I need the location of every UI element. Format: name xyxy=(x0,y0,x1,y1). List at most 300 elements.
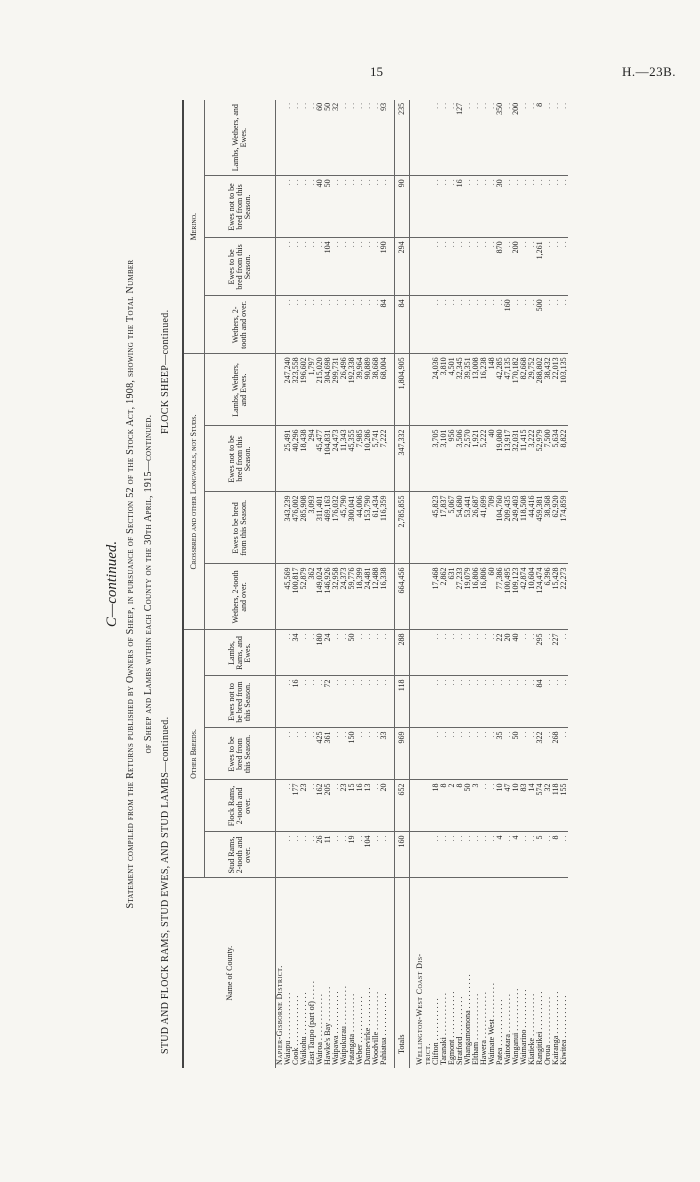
table-cell: 53,441 xyxy=(464,492,472,564)
table-cell: . . xyxy=(528,630,536,676)
table-cell: . . xyxy=(292,238,300,296)
table-cell: . . xyxy=(300,296,308,354)
table-cell: 235 xyxy=(395,100,410,176)
table-cell: 60 xyxy=(315,102,324,111)
table-cell: 205 xyxy=(324,780,332,832)
county-name: Waipawa . . . . . . . . . . . xyxy=(332,878,340,1068)
table-cell: . . xyxy=(284,728,292,780)
table-cell: . . xyxy=(432,176,440,238)
table-cell: . . xyxy=(504,728,512,780)
table-cell: 32,345 xyxy=(456,354,464,426)
table-cell: 38,432 xyxy=(544,354,552,426)
county-name: Waipukurau . . . . . . . . . . xyxy=(340,878,348,1068)
table-cell: . . xyxy=(472,296,480,354)
table-cell: 190 xyxy=(380,238,388,296)
col-header-lambs-merino: Lambs, Wethers, and Ewes. xyxy=(205,100,276,176)
table-cell: 3,222 xyxy=(528,426,536,492)
table-cell: . . xyxy=(300,728,308,780)
table-cell: 10,286 xyxy=(364,426,372,492)
subtitle-flock-sheep: FLOCK SHEEP—continued. xyxy=(160,309,171,434)
table-cell: 10 xyxy=(512,780,520,832)
table-cell: 116,359 xyxy=(380,492,388,564)
table-cell: 104 xyxy=(364,832,372,878)
table-cell: 104 xyxy=(324,238,332,296)
table-cell: 574 xyxy=(536,780,544,832)
table-cell: . . xyxy=(372,238,380,296)
table-cell: . . xyxy=(308,176,316,238)
table-cell: 4 xyxy=(512,832,520,878)
table-cell: 12,488 xyxy=(372,564,380,630)
table-cell: . . xyxy=(519,102,528,109)
table-cell: 50 xyxy=(324,176,332,238)
table-cell: . . xyxy=(332,676,340,728)
table-cell: . . xyxy=(487,102,496,109)
table-cell: 26,687 xyxy=(472,492,480,564)
table-cell: . . xyxy=(332,780,340,832)
table-cell: . . xyxy=(300,238,308,296)
table-cell: 45,790 xyxy=(340,492,348,564)
statement-line-2: of Sheep and Lambs within each County on the 30th April, 1915—continued. xyxy=(143,414,154,754)
table-cell: . . xyxy=(356,238,364,296)
table-cell: . . xyxy=(552,176,560,238)
table-cell: . . xyxy=(480,832,488,878)
table-cell: . . xyxy=(431,102,440,109)
col-header-ewes-bred: Ewes to be bred from this Season. xyxy=(205,728,276,780)
table-cell: . . xyxy=(348,676,356,728)
table-cell: . . xyxy=(432,832,440,878)
table-cell: 8,822 xyxy=(560,426,568,492)
table-cell: . . xyxy=(472,832,480,878)
table-cell: 25,491 xyxy=(284,426,292,492)
table-cell: 41,699 xyxy=(480,492,488,564)
table-cell: 14 xyxy=(528,780,536,832)
county-name: Patangata . . . . . . . . . . xyxy=(348,878,356,1068)
document-code: H.—23B. xyxy=(621,64,676,79)
table-cell: . . xyxy=(488,832,496,878)
county-name: Hawke's Bay . . . . . . . . . xyxy=(324,878,332,1068)
table-cell: 124,474 xyxy=(536,564,544,630)
table-cell: 323,558 xyxy=(292,354,300,426)
table-cell: 227 xyxy=(552,630,560,676)
table-cell: 19,079 xyxy=(464,564,472,630)
table-cell: 7,222 xyxy=(380,426,388,492)
table-cell: 3,705 xyxy=(432,426,440,492)
table-cell: 90 xyxy=(395,176,410,238)
table-cell: . . xyxy=(372,676,380,728)
table-cell: . . xyxy=(347,102,356,109)
table-cell: . . xyxy=(504,176,512,238)
table-cell: . . xyxy=(372,296,380,354)
table-cell: . . xyxy=(488,728,496,780)
table-cell: . . xyxy=(448,676,456,728)
table-cell: 93 xyxy=(379,102,388,111)
table-cell: . . xyxy=(456,832,464,878)
table-cell: . . xyxy=(472,238,480,296)
county-name: Taranaki . . . . . . . . . . . xyxy=(440,878,448,1068)
table-cell: 4,501 xyxy=(448,354,456,426)
table-cell: 52,879 xyxy=(300,564,308,630)
section-row xyxy=(416,100,424,1068)
table-cell: 24,373 xyxy=(340,564,348,630)
table-cell: 148 xyxy=(488,354,496,426)
table-cell: 24,473 xyxy=(332,426,340,492)
table-cell: 268 xyxy=(552,728,560,780)
table-cell: . . xyxy=(503,102,512,109)
table-cell: 20 xyxy=(504,630,512,676)
table-cell: . . xyxy=(488,238,496,296)
table-row xyxy=(380,100,388,1068)
table-cell: 15 xyxy=(348,780,356,832)
table-cell: 295 xyxy=(536,630,544,676)
table-cell: . . xyxy=(363,102,372,109)
county-name: Patea . . . . . . . . . . . . xyxy=(496,878,504,1068)
table-cell: 8 xyxy=(535,102,544,107)
table-cell: 44,006 xyxy=(356,492,364,564)
table-cell: . . xyxy=(371,102,380,109)
table-cell: . . xyxy=(472,728,480,780)
table-cell: 176,032 xyxy=(332,492,340,564)
table-cell: 52,979 xyxy=(536,426,544,492)
table-cell: 288,802 xyxy=(536,354,544,426)
table-cell: 350 xyxy=(495,102,504,115)
table-cell: . . xyxy=(432,630,440,676)
table-cell: 347,332 xyxy=(395,426,410,492)
table-cell: . . xyxy=(308,780,316,832)
table-cell: . . xyxy=(528,296,536,354)
table-cell: 26,496 xyxy=(340,354,348,426)
table-cell: 19,080 xyxy=(496,426,504,492)
table-cell: . . xyxy=(292,176,300,238)
table-cell: 500 xyxy=(536,296,544,354)
table-cell: 5,222 xyxy=(480,426,488,492)
table-cell: 1,804,905 xyxy=(395,354,410,426)
table-cell: 32,031 xyxy=(512,426,520,492)
table-cell: . . xyxy=(528,832,536,878)
table-cell: . . xyxy=(488,676,496,728)
table-cell: 294 xyxy=(308,426,316,492)
table-cell: . . xyxy=(504,832,512,878)
table-cell: . . xyxy=(544,238,552,296)
table-cell: . . xyxy=(300,832,308,878)
table-cell: . . xyxy=(464,296,472,354)
table-cell: . . xyxy=(440,676,448,728)
table-cell: . . xyxy=(308,630,316,676)
table-cell: . . xyxy=(448,238,456,296)
table-cell: . . xyxy=(560,630,568,676)
table-cell: 23 xyxy=(300,780,308,832)
table-cell: 146,926 xyxy=(324,564,332,630)
table-cell: . . xyxy=(372,176,380,238)
table-cell: 118 xyxy=(395,676,410,728)
table-cell: . . xyxy=(364,676,372,728)
table-cell: . . xyxy=(340,832,348,878)
county-name: Rangitikei . . . . . . . . . . xyxy=(536,878,544,1068)
table-cell: 215,020 xyxy=(316,354,324,426)
table-cell: 77,386 xyxy=(496,564,504,630)
county-name: Dannevirke . . . . . . . . . . xyxy=(364,878,372,1068)
table-cell: . . xyxy=(292,296,300,354)
table-cell: . . xyxy=(332,630,340,676)
table-cell: . . xyxy=(520,630,528,676)
table-cell: . . xyxy=(464,728,472,780)
county-name: Waiapu . . . . . . . . . . . . xyxy=(284,878,292,1068)
table-cell: 45,477 xyxy=(316,426,324,492)
table-cell: . . xyxy=(456,676,464,728)
table-cell: . . xyxy=(340,630,348,676)
table-cell: . . xyxy=(339,102,348,109)
table-cell: . . xyxy=(559,102,568,109)
table-cell: 200 xyxy=(512,238,520,296)
col-header-wethers-merino: Wethers, 2-tooth and over. xyxy=(205,296,276,354)
table-cell: . . xyxy=(560,296,568,354)
table-cell: 7,985 xyxy=(356,426,364,492)
table-cell: 652 xyxy=(395,780,410,832)
table-cell: . . xyxy=(340,728,348,780)
table-cell: 42,285 xyxy=(496,354,504,426)
table-cell: . . xyxy=(488,780,496,832)
table-cell: 11 xyxy=(324,832,332,878)
table-cell: 5,067 xyxy=(448,492,456,564)
table-cell: . . xyxy=(300,676,308,728)
county-name: Clifton . . . . . . . . . . . xyxy=(432,878,440,1068)
table-cell: . . xyxy=(464,238,472,296)
table-cell: . . xyxy=(364,238,372,296)
table-cell: . . xyxy=(456,238,464,296)
table-cell: . . xyxy=(440,176,448,238)
table-cell: . . xyxy=(332,728,340,780)
rotated-page-content xyxy=(96,94,662,1074)
table-cell: . . xyxy=(316,238,324,296)
table-cell: 24,481 xyxy=(364,564,372,630)
table-cell: 39,964 xyxy=(356,354,364,426)
county-name: East Taupo (part of) . . . . . xyxy=(308,878,316,1068)
table-cell: . . xyxy=(552,296,560,354)
table-cell: . . xyxy=(316,676,324,728)
table-cell: . . xyxy=(440,630,448,676)
table-cell: 83 xyxy=(520,780,528,832)
table-cell: . . xyxy=(292,832,300,878)
table-cell: . . xyxy=(472,676,480,728)
table-cell: . . xyxy=(520,728,528,780)
table-cell: 16 xyxy=(356,780,364,832)
table-cell: 16,806 xyxy=(480,564,488,630)
county-name: Waimate West . . . . . . . . . xyxy=(488,878,496,1068)
table-cell: 59,776 xyxy=(348,564,356,630)
table-cell: 38,668 xyxy=(372,354,380,426)
table-cell: . . xyxy=(308,676,316,728)
col-header-wethers: Wethers, 2-tooth and over. xyxy=(205,564,276,630)
table-cell: 127 xyxy=(455,102,464,115)
table-cell: 476,002 xyxy=(292,492,300,564)
county-name: Wairoa . . . . . . . . . . . . xyxy=(316,878,324,1068)
table-cell: . . xyxy=(464,832,472,878)
table-cell: . . xyxy=(536,176,544,238)
table-cell: 1,797 xyxy=(308,354,316,426)
table-cell: 24,036 xyxy=(432,354,440,426)
statement-line-1: Statement compiled from the Returns published by Owners of Sheep, in pursuance of Section 52 of the Stock Act, 1908, showing the Total Number xyxy=(125,259,136,909)
table-cell: 40,296 xyxy=(292,426,300,492)
table-cell: 13,917 xyxy=(504,426,512,492)
col-header-ewes-not-bred-crossbred: Ewes not to be bred from this Season. xyxy=(205,426,276,492)
table-cell: . . xyxy=(300,176,308,238)
table-cell: . . xyxy=(512,176,520,238)
table-cell: 196,602 xyxy=(300,354,308,426)
col-header-county: Name of County. xyxy=(183,878,276,1068)
group-header-crossbred: Crossbred and other Longwools, not Studs. xyxy=(183,354,205,630)
table-cell: 160 xyxy=(504,296,512,354)
col-header-stud-rams: Stud Rams, 2-tooth and over. xyxy=(205,832,276,878)
table-cell: 3,506 xyxy=(456,426,464,492)
table-cell: . . xyxy=(355,102,364,109)
table-cell: 40 xyxy=(512,630,520,676)
table-cell: 362 xyxy=(308,564,316,630)
table-cell: . . xyxy=(308,832,316,878)
table-cell: 16,806 xyxy=(472,564,480,630)
table-cell: . . xyxy=(380,676,388,728)
table-cell: . . xyxy=(364,630,372,676)
table-cell: 4 xyxy=(496,832,504,878)
county-name: Kiatieke . . . . . . . . . . . xyxy=(528,878,536,1068)
table-cell: 24 xyxy=(324,630,332,676)
table-cell: . . xyxy=(284,176,292,238)
table-cell: . . xyxy=(332,832,340,878)
table-cell: 40 xyxy=(316,176,324,238)
table-cell: 150 xyxy=(348,728,356,780)
table-cell: . . xyxy=(340,176,348,238)
table-cell: . . xyxy=(560,832,568,878)
table-cell: . . xyxy=(456,630,464,676)
table-cell: 42,874 xyxy=(520,564,528,630)
table-cell: . . xyxy=(356,676,364,728)
table-cell: 969 xyxy=(395,728,410,780)
table-cell: 170,182 xyxy=(512,354,520,426)
table-cell: . . xyxy=(308,728,316,780)
table-cell: . . xyxy=(440,728,448,780)
table-cell: 20 xyxy=(380,780,388,832)
table-cell: 2,785,855 xyxy=(395,492,410,564)
section-heading: trict. xyxy=(424,878,432,1068)
table-cell: . . xyxy=(480,676,488,728)
table-cell: . . xyxy=(464,176,472,238)
table-cell: . . xyxy=(283,102,292,109)
table-cell: . . xyxy=(520,676,528,728)
table-cell: . . xyxy=(464,676,472,728)
table-cell: . . xyxy=(448,728,456,780)
table-cell: . . xyxy=(488,630,496,676)
table-cell: . . xyxy=(472,176,480,238)
table-cell: . . xyxy=(356,832,364,878)
table-cell: 149,024 xyxy=(316,564,324,630)
table-cell: . . xyxy=(480,780,488,832)
sheep-returns-table xyxy=(182,100,568,1068)
table-cell: 285,908 xyxy=(300,492,308,564)
page-number: 15 xyxy=(370,64,383,79)
table-cell: . . xyxy=(447,102,456,109)
table-cell: . . xyxy=(348,238,356,296)
table-cell: . . xyxy=(284,832,292,878)
table-cell: . . xyxy=(512,296,520,354)
table-cell: . . xyxy=(544,176,552,238)
table-cell: . . xyxy=(372,832,380,878)
table-cell: 109,123 xyxy=(512,564,520,630)
table-cell: 32 xyxy=(331,102,340,111)
table-cell: 425 xyxy=(316,728,324,780)
table-cell: . . xyxy=(480,630,488,676)
table-cell: . . xyxy=(372,780,380,832)
table-cell: 84 xyxy=(536,676,544,728)
county-name: Eltham . . . . . . . . . . . . xyxy=(472,878,480,1068)
table-cell: 160 xyxy=(395,832,410,878)
table-cell: 22,013 xyxy=(552,354,560,426)
table-cell: 50 xyxy=(512,728,520,780)
table-cell: . . xyxy=(520,296,528,354)
table-cell: 104,760 xyxy=(496,492,504,564)
table-cell: 39,351 xyxy=(464,354,472,426)
table-cell: . . xyxy=(364,296,372,354)
table-cell: . . xyxy=(544,832,552,878)
table-cell: 5,741 xyxy=(372,426,380,492)
table-cell: 294 xyxy=(395,238,410,296)
table-cell: . . xyxy=(356,728,364,780)
table-cell: 361 xyxy=(324,728,332,780)
group-header-other-breeds: Other Breeds. xyxy=(183,630,205,878)
table-cell: . . xyxy=(432,296,440,354)
table-cell: . . xyxy=(432,676,440,728)
table-cell: 45,355 xyxy=(348,426,356,492)
appendix-continued-title: C—continued. xyxy=(104,540,120,628)
col-header-ewes-not-bred-merino: Ewes not to be bred from this Season. xyxy=(205,176,276,238)
county-name: Kairanga . . . . . . . . . . . xyxy=(552,878,560,1068)
table-cell: 2 xyxy=(448,780,456,832)
table-cell: . . xyxy=(520,176,528,238)
table-cell: 19 xyxy=(348,832,356,878)
table-cell: 177 xyxy=(292,780,300,832)
table-cell: 18 xyxy=(432,780,440,832)
county-name: Wanganui . . . . . . . . . . . xyxy=(512,878,520,1068)
table-cell: 13 xyxy=(364,780,372,832)
table-cell: . . xyxy=(520,238,528,296)
table-cell: . . xyxy=(560,728,568,780)
table-cell: . . xyxy=(308,296,316,354)
table-cell: . . xyxy=(464,630,472,676)
table-cell: . . xyxy=(291,102,300,109)
table-cell: . . xyxy=(528,176,536,238)
table-cell: . . xyxy=(284,676,292,728)
county-name: Waitotara . . . . . . . . . . xyxy=(504,878,512,1068)
table-cell: 90,889 xyxy=(364,354,372,426)
county-name: Totals xyxy=(395,878,410,1068)
table-cell: . . xyxy=(299,102,308,109)
table-cell: 11,415 xyxy=(520,426,528,492)
table-cell: . . xyxy=(480,176,488,238)
table-cell: 84 xyxy=(380,296,388,354)
county-name: Egmont . . . . . . . . . . . . xyxy=(448,878,456,1068)
table-cell: 153,790 xyxy=(364,492,372,564)
table-cell: 5,634 xyxy=(552,426,560,492)
table-cell: 247,240 xyxy=(284,354,292,426)
county-name: Pahiatua . . . . . . . . . . . xyxy=(380,878,388,1068)
table-cell: 8 xyxy=(440,780,448,832)
table-cell: . . xyxy=(292,728,300,780)
table-cell: 45,569 xyxy=(284,564,292,630)
table-cell: 22 xyxy=(496,630,504,676)
table-cell: . . xyxy=(380,832,388,878)
table-cell: . . xyxy=(284,238,292,296)
table-cell: 26 xyxy=(316,832,324,878)
table-cell: 459,381 xyxy=(536,492,544,564)
table-cell: 17,468 xyxy=(432,564,440,630)
table-cell: . . xyxy=(552,238,560,296)
